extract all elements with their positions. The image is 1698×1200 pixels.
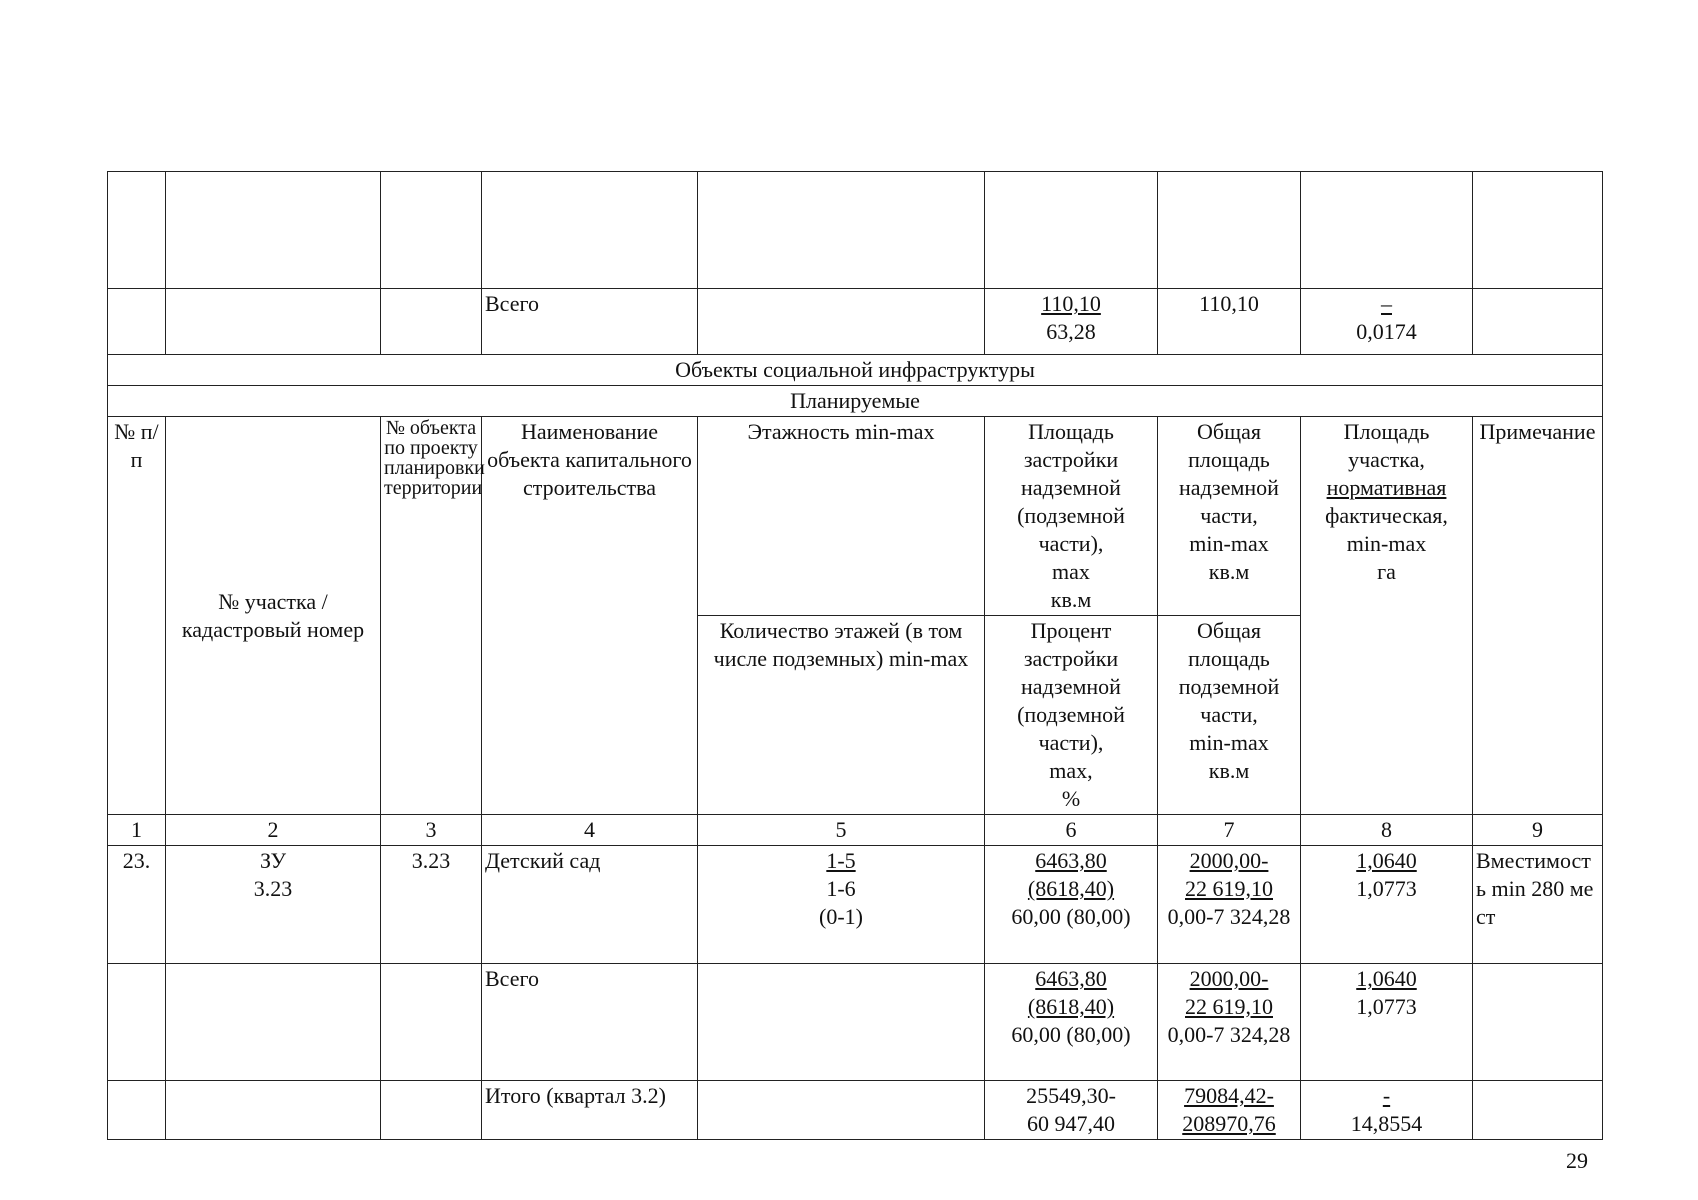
top-total-col7: 110,10 [1158, 289, 1301, 355]
row23-area [985, 846, 1158, 964]
row23-floors-underground: (0-1) [819, 904, 863, 929]
subtotal-row [108, 964, 1603, 1081]
header-plot-area-unit: га [1377, 559, 1396, 584]
header-build-percent [985, 616, 1158, 815]
column-number: 8 [1301, 815, 1473, 846]
grand-total-area-max: 60 947,40 [1027, 1111, 1115, 1136]
row23-plot-prefix: ЗУ [259, 848, 287, 873]
header-total-below-text: Общая площадь подземной части, [1178, 618, 1280, 727]
header-name: Наименование объекта капитального строительства [482, 417, 698, 815]
subtotal-label: Всего [482, 964, 698, 1081]
header-plot-area [1301, 417, 1473, 815]
top-total-col8 [1301, 289, 1473, 355]
subtotal-plot-area-normative: 1,0640 [1356, 966, 1417, 991]
grand-total-area-min: 25549,30- [1026, 1083, 1116, 1108]
column-number: 4 [482, 815, 698, 846]
column-number: 9 [1473, 815, 1603, 846]
page-number: 29 [1566, 1148, 1588, 1173]
header-object-no: № объекта по проекту планировки территории [381, 417, 482, 815]
header-floors: Этажность min-max [698, 417, 985, 616]
row23-total-max: 22 619,10 [1185, 876, 1273, 901]
header-build-percent-unit: % [1061, 786, 1081, 811]
header-num: № п/п [108, 417, 166, 815]
top-total-col6-bottom: 63,28 [1046, 319, 1096, 344]
subtotal-area-below: (8618,40) [1027, 994, 1115, 1019]
grand-total-area [985, 1081, 1158, 1140]
grand-total-total-min: 79084,42- [1184, 1083, 1274, 1108]
row23-total [1158, 846, 1301, 964]
column-number: 2 [166, 815, 381, 846]
top-total-row [108, 289, 1603, 355]
header-build-percent-text: Процент застройки надземной (подземной части), [1017, 618, 1125, 755]
header-plot: № участка / кадастровый номер [166, 417, 381, 815]
row23-object-no: 3.23 [381, 846, 482, 964]
column-number: 5 [698, 815, 985, 846]
grand-total-plot-area-actual: 14,8554 [1350, 1111, 1423, 1136]
header-row-a [108, 417, 1603, 616]
row23-plot-area-normative: 1,0640 [1356, 848, 1417, 873]
header-plot-area-text: Площадь участка, [1343, 419, 1430, 472]
subtotal-plot-area-actual: 1,0773 [1356, 994, 1417, 1019]
header-total-below-range: min-max [1189, 730, 1269, 755]
top-total-col6 [985, 289, 1158, 355]
row23-note: Вместимость min 280 мест [1473, 846, 1603, 964]
infrastructure-table [107, 171, 1603, 1140]
header-total-above [1158, 417, 1301, 616]
header-plot-area-normative: нормативная [1326, 475, 1447, 500]
header-floor-count: Количество этажей (в том числе подземных) min-max [698, 616, 985, 815]
header-total-below-unit: кв.м [1208, 758, 1250, 783]
row23-plot-number: 3.23 [253, 876, 293, 901]
row23-floors [698, 846, 985, 964]
header-plot-area-actual: фактическая, [1325, 503, 1448, 528]
row23-num: 23. [108, 846, 166, 964]
row23-plot [166, 846, 381, 964]
row23-total-min: 2000,00- [1189, 848, 1269, 873]
column-number: 6 [985, 815, 1158, 846]
row23-name: Детский сад [482, 846, 698, 964]
top-total-label: Всего [482, 289, 698, 355]
row23-area-below: (8618,40) [1027, 876, 1115, 901]
grand-total-row [108, 1081, 1603, 1140]
subsection-title: Планируемые [108, 386, 1603, 417]
grand-total-plot-area [1301, 1081, 1473, 1140]
subtotal-plot-area [1301, 964, 1473, 1081]
section-title: Объекты социальной инфраструктуры [108, 355, 1603, 386]
subtotal-total-max: 22 619,10 [1185, 994, 1273, 1019]
row23-plot-area-actual: 1,0773 [1356, 876, 1417, 901]
top-total-col8-top: – [1381, 291, 1392, 316]
header-total-above-unit: кв.м [1208, 559, 1250, 584]
subtotal-area-percent: 60,00 (80,00) [1011, 1022, 1131, 1047]
subsection-title-row [108, 386, 1603, 417]
grand-total-total [1158, 1081, 1301, 1140]
row23-plot-area [1301, 846, 1473, 964]
grand-total-plot-area-normative: - [1382, 1083, 1391, 1108]
header-total-above-text: Общая площадь надземной части, [1179, 419, 1279, 528]
row23-floors-range: 1-5 [826, 848, 856, 873]
grand-total-label: Итого (квартал 3.2) [482, 1081, 698, 1140]
top-total-col8-bottom: 0,0174 [1356, 319, 1417, 344]
header-plot-area-range: min-max [1346, 531, 1427, 556]
header-build-area-unit: кв.м [1050, 587, 1092, 612]
row23-total-below: 0,00-7 324,28 [1167, 904, 1291, 929]
row23-floor-count: 1-6 [826, 876, 856, 901]
column-number: 1 [108, 815, 166, 846]
column-number: 3 [381, 815, 482, 846]
header-total-above-range: min-max [1189, 531, 1269, 556]
top-total-col6-top: 110,10 [1041, 291, 1101, 316]
row23-area-above: 6463,80 [1035, 848, 1107, 873]
subtotal-total [1158, 964, 1301, 1081]
header-build-area-text: Площадь застройки надземной (подземной части), [1017, 419, 1125, 556]
header-note: Примечание [1473, 417, 1603, 815]
header-total-below [1158, 616, 1301, 815]
row23-area-percent: 60,00 (80,00) [1011, 904, 1131, 929]
subtotal-total-min: 2000,00- [1189, 966, 1269, 991]
section-title-row [108, 355, 1603, 386]
header-build-area-max: max [1052, 559, 1090, 584]
table-row [108, 846, 1603, 964]
subtotal-area [985, 964, 1158, 1081]
column-number: 7 [1158, 815, 1301, 846]
header-build-percent-max: max, [1049, 758, 1093, 783]
column-numbers-row [108, 815, 1603, 846]
subtotal-area-above: 6463,80 [1035, 966, 1107, 991]
empty-row [108, 172, 1603, 289]
grand-total-total-max: 208970,76 [1182, 1111, 1276, 1136]
subtotal-total-below: 0,00-7 324,28 [1167, 1022, 1291, 1047]
header-build-area [985, 417, 1158, 616]
